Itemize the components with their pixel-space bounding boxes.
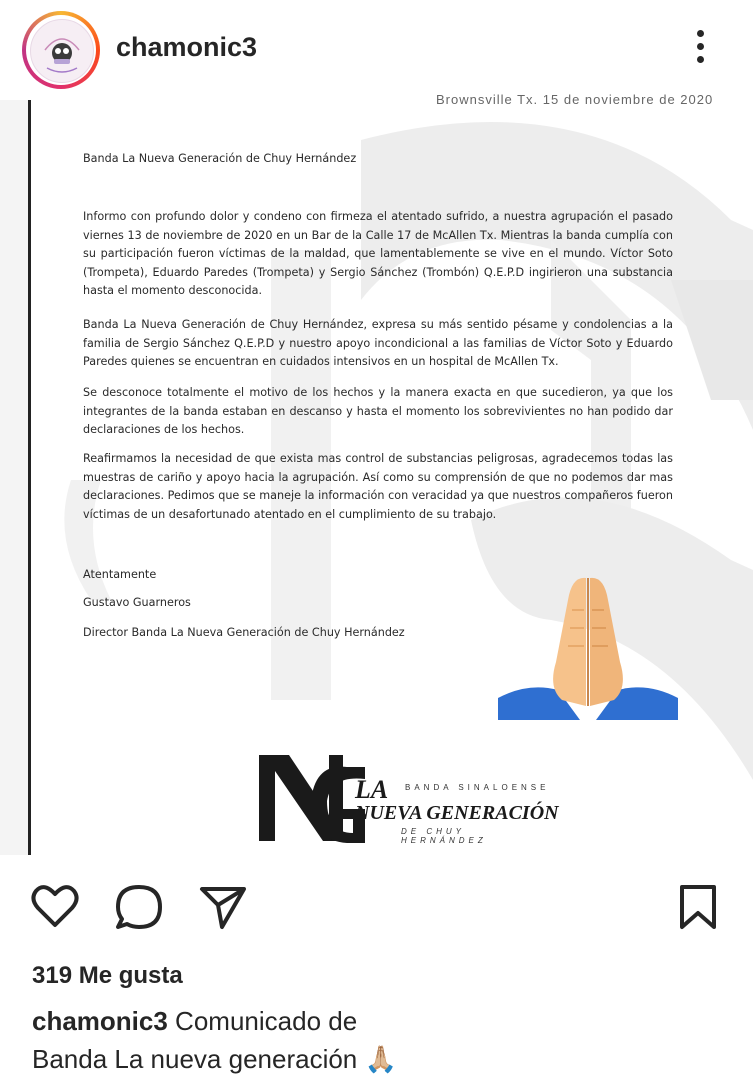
comment-icon[interactable] (114, 883, 164, 931)
heart-icon[interactable] (30, 883, 80, 929)
letter-date: Brownsville Tx. 15 de noviembre de 2020 (436, 92, 714, 107)
post-caption (32, 1002, 432, 1078)
logo-name: NUEVA GENERACIÓN (355, 802, 559, 824)
logo-la: LA (355, 775, 389, 804)
caption-username[interactable]: chamonic3 (32, 1006, 168, 1036)
post-header (0, 0, 750, 100)
letter-closing: Atentamente (83, 568, 157, 581)
folded-hands-icon (498, 570, 678, 720)
logo-top-line: BANDA SINALOENSE (405, 783, 550, 792)
action-bar (0, 855, 750, 955)
send-icon[interactable] (198, 883, 248, 929)
letter-signer: Gustavo Guarneros (83, 596, 191, 609)
username[interactable]: chamonic3 (116, 32, 258, 62)
likes-count[interactable]: 319 Me gusta (32, 962, 183, 989)
letter-document (28, 92, 753, 855)
bookmark-icon[interactable] (678, 883, 718, 931)
avatar-image (30, 19, 94, 83)
post-image[interactable] (0, 92, 750, 855)
band-logo (255, 745, 559, 855)
caption-text: Comunicado de Banda La nueva generación 🙏🏼 (32, 1006, 397, 1074)
avatar[interactable] (22, 11, 100, 89)
more-vertical-icon[interactable] (688, 30, 712, 70)
letter-paragraph-1: Informo con profundo dolor y condeno con firmeza el atentado sufrido, a nuestra agrupación el pasado viernes 13 de noviembre de 2020 en un Bar de la Calle 17 de McAllen Tx. Mientras la banda cumplía con su participación fueron víctimas de la maldad, que lamentablemente se vive en el mundo. Víctor Soto (Trompeta), Eduardo Paredes (Trompeta) y Sergio Sánchez (Trombón) Q.E.P.D ingirieron una substancia hasta el momento desconocida. (83, 210, 673, 298)
letter-paragraph-4: Reafirmamos la necesidad de que exista mas control de substancias peligrosas, agradecemos todas las muestras de cariño y apoyo hacia la agrupación. Así como su comprensión de que no podemos dar mas declaraciones. Pedimos que se maneje la información con veracidad ya que nuestros compañeros fueron víctimas de un desafortunado atentado en el cumplimiento de su trabajo. (83, 452, 673, 521)
letter-paragraph-3: Se desconoce totalmente el motivo de los hechos y la manera exacta en que sucedieron, ya que los integrantes de la banda estaban en descanso y hasta el momento los sobrevivientes no han podido dar declaraciones de los hechos. (83, 386, 673, 437)
logo-bottom-line: DE CHUY HERNÁNDEZ (401, 827, 487, 845)
letter-paragraph-2: Banda La Nueva Generación de Chuy Hernández, expresa su más sentido pésame y condolencias a la familia de Sergio Sánchez Q.E.P.D y nuestro apoyo incondicional a las familias de Víctor Soto y Eduardo Paredes quienes se encuentran en cuidados intensivos en un hospital de McAllen Tx. (83, 318, 673, 369)
letter-addressee: Banda La Nueva Generación de Chuy Hernández (83, 152, 357, 165)
letter-signer-title: Director Banda La Nueva Generación de Chuy Hernández (83, 626, 405, 639)
